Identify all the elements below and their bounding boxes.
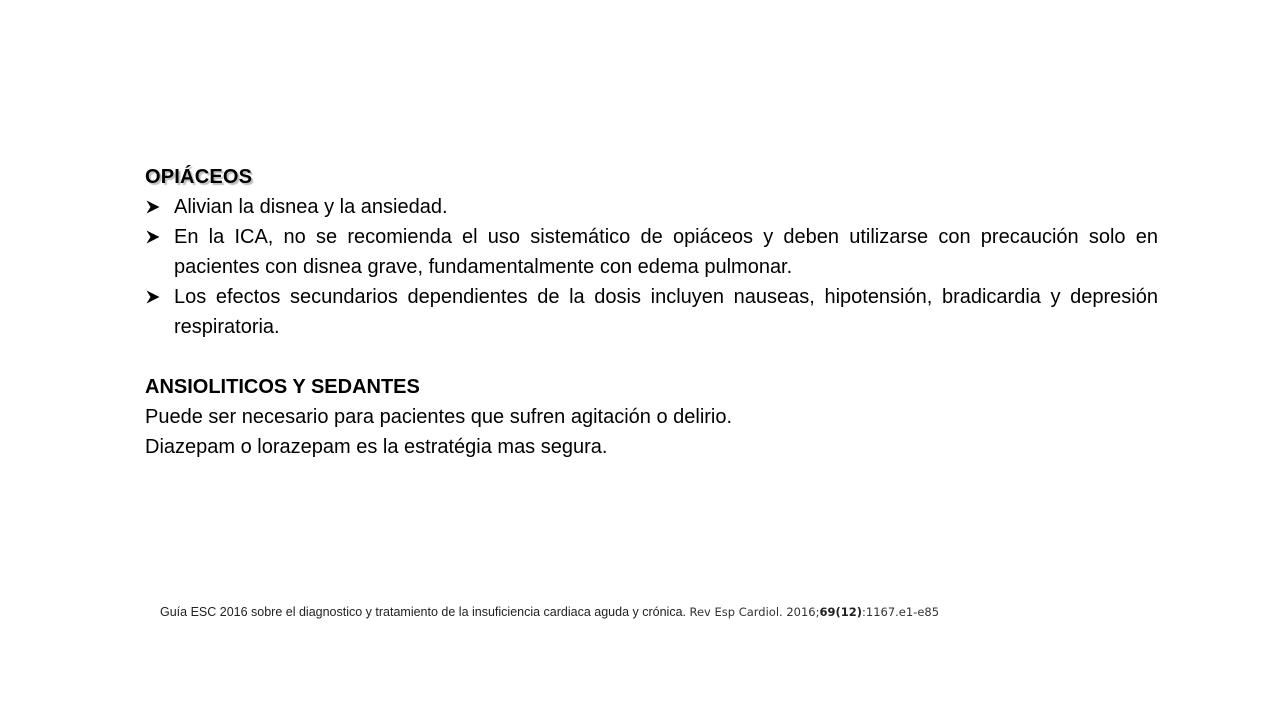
reference-journal: Rev Esp Cardiol. 2016; [689,605,820,619]
slide-content [145,162,1158,462]
arrowhead-bullet-icon [146,192,166,222]
bullet-text: Alivian la disnea y la ansiedad. [174,196,448,218]
reference-pages: :1167.e1-e85 [862,605,940,619]
bullet-item [145,282,1158,342]
opiaceos-bullet-list [145,192,1158,342]
reference-citation [160,603,939,621]
arrowhead-bullet-icon [146,282,166,312]
ansioliticos-line: Puede ser necesario para pacientes que sufren agitación o delirio. [145,406,733,428]
reference-text: Guía ESC 2016 sobre el diagnostico y tratamiento de la insuficiencia cardiaca aguda y crónica. [160,605,690,619]
bullet-text: Los efectos secundarios dependientes de la dosis incluyen nauseas, hipotensión, bradicardia y depresión respiratoria. [174,286,1158,338]
spacer [145,342,1158,372]
ansioliticos-heading: ANSIOLITICOS Y SEDANTES [145,376,420,398]
bullet-item [145,222,1158,282]
opiaceos-heading: OPIÁCEOS [145,166,253,188]
arrowhead-bullet-icon [146,222,166,252]
reference-issue: 69(12) [819,605,863,619]
bullet-item [145,192,1158,222]
ansioliticos-line: Diazepam o lorazepam es la estratégia mas segura. [145,436,608,458]
bullet-text: En la ICA, no se recomienda el uso sistemático de opiáceos y deben utilizarse con precaución solo en pacientes con disnea grave, fundamentalmente con edema pulmonar. [174,226,1158,278]
